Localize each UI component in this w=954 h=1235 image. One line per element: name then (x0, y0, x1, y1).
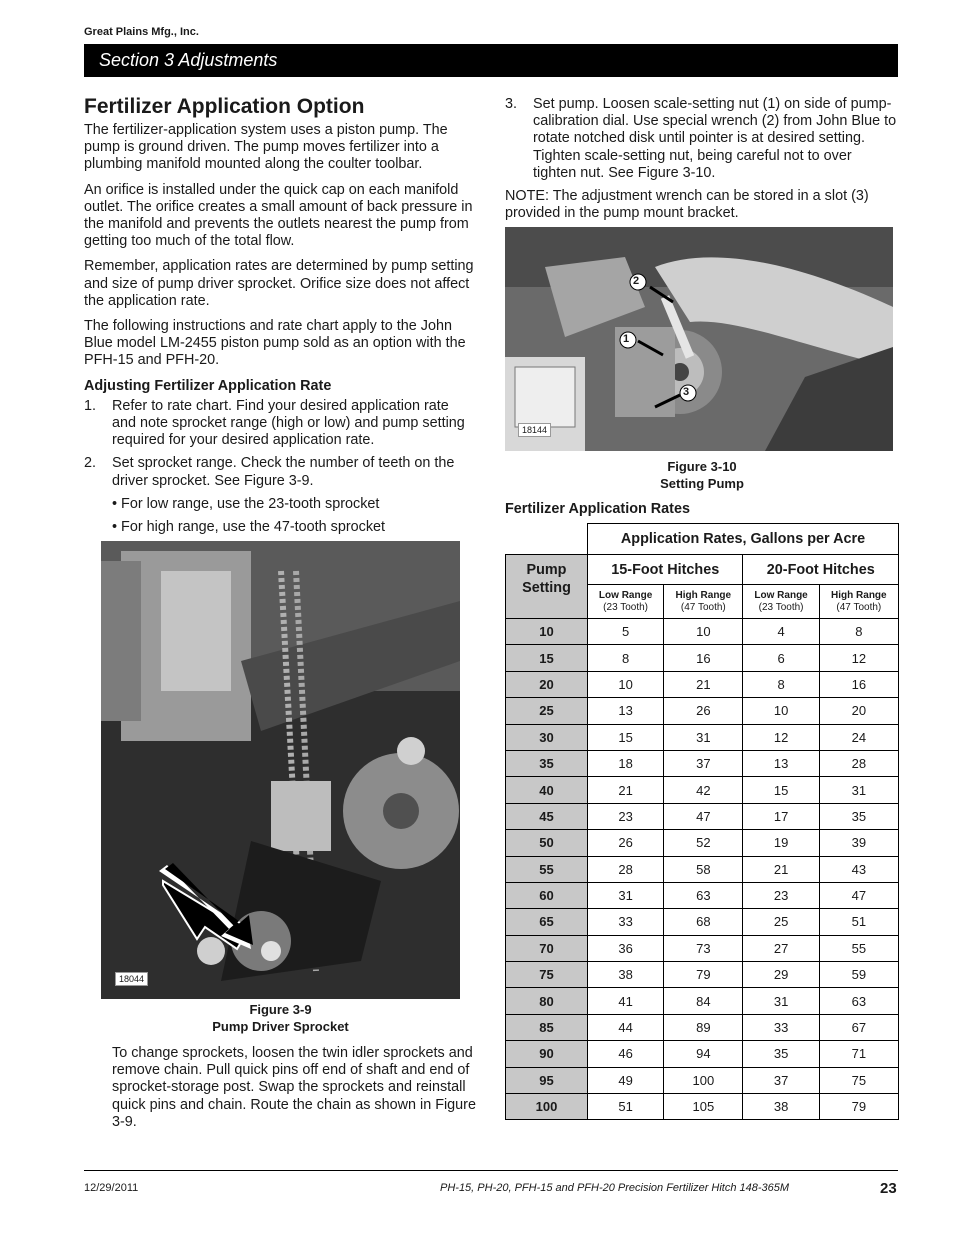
rate-cell: 41 (588, 988, 664, 1014)
section-header-bar (84, 44, 898, 77)
rate-cell: 23 (743, 882, 819, 908)
step-number: 1. (84, 397, 97, 414)
rate-cell: 27 (743, 935, 819, 961)
rate-cell: 8 (819, 619, 898, 645)
rate-cell: 26 (588, 830, 664, 856)
rate-cell: 79 (664, 962, 743, 988)
rates-table-title: Fertilizer Application Rates (505, 501, 690, 517)
note-wrench-storage: NOTE: The adjustment wrench can be stored in a slot (3) provided in the pump mount bracket. (505, 188, 869, 222)
rate-cell: 49 (588, 1067, 664, 1093)
table-row (506, 645, 899, 671)
rate-cell: 15 (588, 724, 664, 750)
rate-cell: 25 (743, 909, 819, 935)
step-text: Set sprocket range. Check the number of teeth on the driver sprocket. See Figure 3-9. (112, 455, 455, 489)
rate-cell: 36 (588, 935, 664, 961)
figure-3-9-number: Figure 3-9 (249, 1002, 312, 1017)
pump-setting-cell: 15 (506, 645, 588, 671)
rate-cell: 28 (588, 856, 664, 882)
rate-table-body (506, 619, 899, 1120)
table-row (506, 724, 899, 750)
rate-cell: 39 (819, 830, 898, 856)
figure-3-9-id: 18044 (115, 972, 148, 986)
rate-cell: 44 (588, 1014, 664, 1040)
step-number: 2. (84, 455, 97, 472)
callout-3: 3 (683, 386, 690, 398)
callout-1: 1 (623, 333, 630, 345)
figure-3-9-title: Pump Driver Sprocket (212, 1019, 349, 1034)
rate-cell: 17 (743, 803, 819, 829)
figure-3-10-number: Figure 3-10 (667, 459, 737, 474)
figure-3-10-title: Setting Pump (660, 476, 744, 491)
right-column (505, 96, 898, 230)
table-row (506, 671, 899, 697)
table-row (506, 962, 899, 988)
table-row (506, 619, 899, 645)
rate-cell: 63 (819, 988, 898, 1014)
figure-3-10-caption (505, 458, 899, 492)
rate-cell: 71 (819, 1041, 898, 1067)
paragraph-instructions-scope: The following instructions and rate chart apply to the John Blue model LM-2455 piston pump sold as an option with the PFH-15 and PFH-20. (84, 318, 466, 369)
pump-setting-cell: 55 (506, 856, 588, 882)
table-group-header-row (506, 524, 899, 555)
rate-cell: 19 (743, 830, 819, 856)
rate-cell: 94 (664, 1041, 743, 1067)
rate-cell: 100 (664, 1067, 743, 1093)
rate-cell: 21 (664, 671, 743, 697)
rate-cell: 12 (743, 724, 819, 750)
paragraph-change-sprockets: To change sprockets, loosen the twin idler sprockets and remove chain. Pull quick pins off end of shaft and end of sprocket-storage post. Swap the sprockets and reinstall quick pins and chain. Route the chain as shown in Figure 3-9. (112, 1045, 476, 1130)
rate-cell: 6 (743, 645, 819, 671)
pump-setting-cell: 70 (506, 935, 588, 961)
rate-cell: 67 (819, 1014, 898, 1040)
figure-3-10-photo (505, 227, 893, 451)
rate-cell: 33 (588, 909, 664, 935)
figure-3-9-caption (101, 1001, 460, 1035)
rate-cell: 105 (664, 1094, 743, 1120)
pump-setting-cell: 10 (506, 619, 588, 645)
rate-cell: 46 (588, 1041, 664, 1067)
table-row (506, 935, 899, 961)
rate-cell: 38 (588, 962, 664, 988)
table-empty-corner (506, 524, 588, 555)
rate-cell: 68 (664, 909, 743, 935)
range-header-low-15: Low Range (23 Tooth) (588, 585, 664, 619)
bullet-high-range: • For high range, use the 47-tooth sprocket (112, 519, 386, 536)
subheading-adjusting-rate: Adjusting Fertilizer Application Rate (84, 377, 332, 394)
table-row (506, 777, 899, 803)
rate-cell: 16 (819, 671, 898, 697)
rate-cell: 29 (743, 962, 819, 988)
pump-setting-cell: 45 (506, 803, 588, 829)
rate-cell: 10 (743, 698, 819, 724)
range-header-high-20: High Range (47 Tooth) (819, 585, 898, 619)
pump-setting-cell: 75 (506, 962, 588, 988)
table-row (506, 988, 899, 1014)
step-number: 3. (505, 96, 518, 112)
rate-cell: 47 (819, 882, 898, 908)
table-row (506, 909, 899, 935)
step-text: Refer to rate chart. Find your desired application rate and note sprocket range (high or low) and pump setting required for your desired application rate. (112, 397, 465, 449)
rate-cell: 18 (588, 750, 664, 776)
left-column (84, 94, 476, 542)
rate-cell: 33 (743, 1014, 819, 1040)
rate-cell: 52 (664, 830, 743, 856)
rate-cell: 55 (819, 935, 898, 961)
section-title: Section 3 Adjustments (99, 50, 278, 70)
pump-setting-cell: 30 (506, 724, 588, 750)
rate-cell: 5 (588, 619, 664, 645)
paragraph-application-rates: Remember, application rates are determined by pump setting and size of pump driver sprocket. Orifice size does not affect the application rate. (84, 258, 474, 309)
pump-setting-cell: 20 (506, 671, 588, 697)
rate-cell: 21 (588, 777, 664, 803)
rate-cell: 38 (743, 1094, 819, 1120)
rate-cell: 35 (743, 1041, 819, 1067)
table-row (506, 1014, 899, 1040)
step-2 (84, 455, 476, 489)
company-name: Great Plains Mfg., Inc. (84, 26, 199, 38)
range-header-low-20: Low Range (23 Tooth) (743, 585, 819, 619)
table-row (506, 856, 899, 882)
table-row (506, 698, 899, 724)
rate-cell: 79 (819, 1094, 898, 1120)
figure-3-9-photo (101, 541, 460, 999)
rate-cell: 26 (664, 698, 743, 724)
figure-3-10-id: 18144 (518, 423, 551, 437)
rate-cell: 8 (588, 645, 664, 671)
step-3 (505, 96, 898, 182)
rate-cell: 47 (664, 803, 743, 829)
table-hitch-header-row (506, 555, 899, 585)
pump-setting-cell: 80 (506, 988, 588, 1014)
rate-cell: 75 (819, 1067, 898, 1093)
table-row (506, 750, 899, 776)
pump-setting-cell: 90 (506, 1041, 588, 1067)
pump-setting-cell: 50 (506, 830, 588, 856)
table-row (506, 803, 899, 829)
rate-cell: 13 (588, 698, 664, 724)
rate-cell: 35 (819, 803, 898, 829)
rate-cell: 28 (819, 750, 898, 776)
rate-cell: 20 (819, 698, 898, 724)
rate-cell: 84 (664, 988, 743, 1014)
rate-cell: 31 (664, 724, 743, 750)
rate-cell: 42 (664, 777, 743, 803)
rate-cell: 37 (664, 750, 743, 776)
footer-date: 12/29/2011 (84, 1182, 139, 1194)
bullet-low-range: • For low range, use the 23-tooth sprocket (112, 495, 380, 512)
rate-cell: 89 (664, 1014, 743, 1040)
table-row (506, 1094, 899, 1120)
rate-cell: 23 (588, 803, 664, 829)
pump-setting-cell: 85 (506, 1014, 588, 1040)
callout-2: 2 (633, 275, 640, 287)
rate-cell: 24 (819, 724, 898, 750)
footer-divider (84, 1170, 898, 1171)
rate-cell: 58 (664, 856, 743, 882)
header-15-foot: 15-Foot Hitches (588, 555, 743, 585)
rate-cell: 51 (819, 909, 898, 935)
rate-cell: 15 (743, 777, 819, 803)
paragraph-orifice: An orifice is installed under the quick cap on each manifold outlet. The orifice creates a small amount of back pressure in the manifold and prevents the outlets nearest the pump from getting too much of the total flow. (84, 181, 473, 250)
rate-cell: 10 (588, 671, 664, 697)
paragraph-pump-intro: The fertilizer-application system uses a piston pump. The pump is ground driven. The pump moves fertilizer into a plumbing manifold mounted along the coulter toolbar. (84, 122, 448, 173)
rate-cell: 31 (743, 988, 819, 1014)
pump-setting-cell: 35 (506, 750, 588, 776)
rate-cell: 8 (743, 671, 819, 697)
rate-cell: 13 (743, 750, 819, 776)
footer-document-title: PH-15, PH-20, PFH-15 and PFH-20 Precision Fertilizer Hitch 148-365M (440, 1182, 790, 1194)
pump-setting-cell: 60 (506, 882, 588, 908)
step-text: Set pump. Loosen scale-setting nut (1) on side of pump-calibration dial. Use special wrench (2) from John Blue to rotate notched disk until pointer is at desired setting. Tighten scale-setting nut, being careful not to over tighten nut. See Figure 3-10. (533, 96, 897, 181)
pump-setting-header: Pump Setting (506, 555, 588, 619)
rate-cell: 4 (743, 619, 819, 645)
rate-cell: 51 (588, 1094, 664, 1120)
page-title: Fertilizer Application Option (84, 95, 365, 118)
rate-cell: 10 (664, 619, 743, 645)
pump-setting-cell: 25 (506, 698, 588, 724)
table-row (506, 1067, 899, 1093)
rate-cell: 73 (664, 935, 743, 961)
table-row (506, 1041, 899, 1067)
pump-setting-cell: 100 (506, 1094, 588, 1120)
pump-setting-cell: 95 (506, 1067, 588, 1093)
header-20-foot: 20-Foot Hitches (743, 555, 899, 585)
rate-cell: 37 (743, 1067, 819, 1093)
rate-cell: 16 (664, 645, 743, 671)
rate-cell: 59 (819, 962, 898, 988)
table-group-header: Application Rates, Gallons per Acre (588, 524, 899, 555)
pump-setting-cell: 40 (506, 777, 588, 803)
rate-cell: 31 (588, 882, 664, 908)
application-rates-table (505, 523, 899, 1120)
rate-cell: 21 (743, 856, 819, 882)
rate-cell: 63 (664, 882, 743, 908)
table-row (506, 882, 899, 908)
pump-setting-cell: 65 (506, 909, 588, 935)
step-1 (84, 398, 476, 450)
page-number: 23 (880, 1180, 897, 1197)
range-header-high-15: High Range (47 Tooth) (664, 585, 743, 619)
table-row (506, 830, 899, 856)
rate-cell: 43 (819, 856, 898, 882)
rate-cell: 31 (819, 777, 898, 803)
rate-cell: 12 (819, 645, 898, 671)
